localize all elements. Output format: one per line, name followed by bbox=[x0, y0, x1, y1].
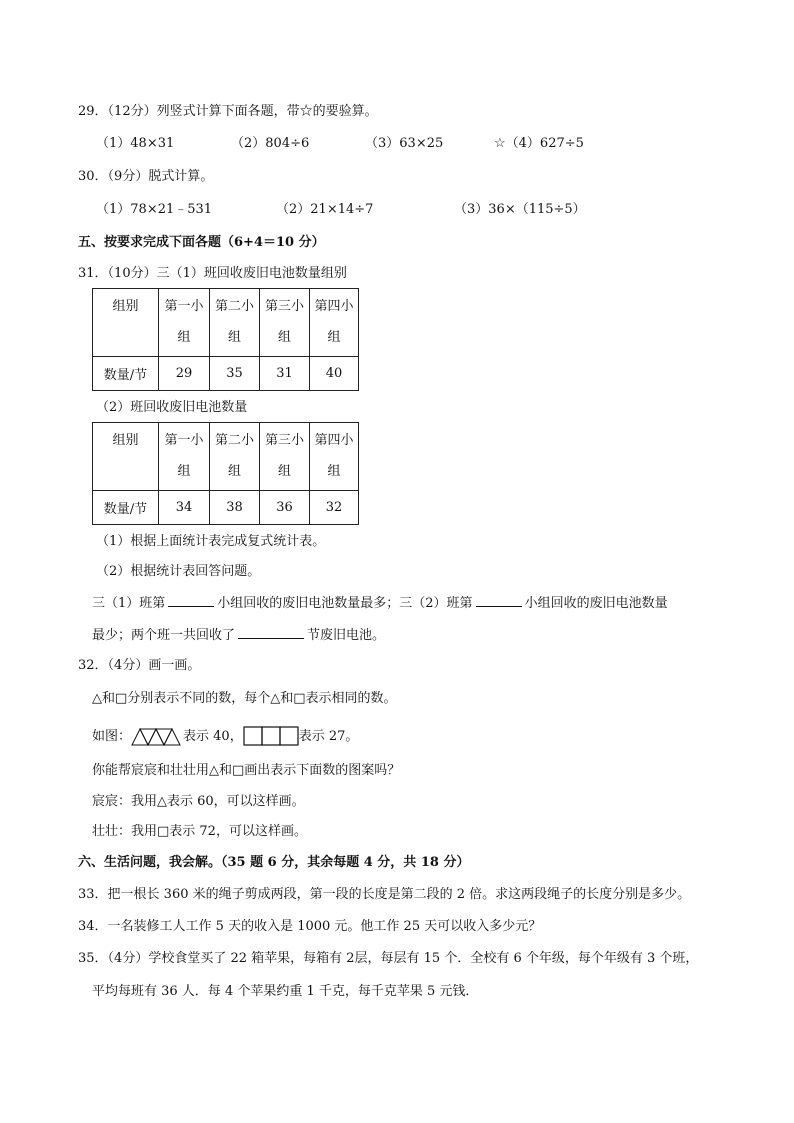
example-end: 表示 27。 bbox=[298, 729, 359, 744]
square-group-icon bbox=[243, 726, 299, 748]
q35-line-1: 35．（4分）学校食堂买了 22 箱苹果，每箱有 2层，每层有 15 个．全校有 6 个年级，每个年级有 3 个班， bbox=[78, 951, 699, 966]
table2-cell-g2: 38 bbox=[210, 491, 260, 525]
q32-title: 32．（4分）画一画。 bbox=[78, 658, 201, 673]
table1-header-g3: 第三小组 bbox=[260, 289, 310, 357]
q32-line-b: 壮壮：我用□表示 72，可以这样画。 bbox=[92, 824, 307, 839]
triangle-group-icon bbox=[131, 728, 183, 746]
table1-cell-g1: 29 bbox=[159, 357, 210, 391]
table1-cell-g4: 40 bbox=[310, 357, 359, 391]
q30-title: 30．（9分）脱式计算。 bbox=[78, 169, 214, 184]
fill-text-a: 三（1）班第 bbox=[92, 596, 166, 611]
q35-line-2: 平均每班有 36 人．每 4 个苹果约重 1 千克，每千克苹果 5 元钱． bbox=[92, 984, 479, 999]
fill-text-b: 小组回收的废旧电池数量最多；三（2）班第 bbox=[217, 596, 473, 611]
table2-cell-g3: 36 bbox=[260, 491, 310, 525]
q29-item-3: （3）63×25 bbox=[365, 136, 444, 151]
q30-item-2: （2）21×14÷7 bbox=[276, 202, 374, 217]
table2-header-g2: 第二小组 bbox=[210, 423, 260, 491]
q31-title: 31．（10分）三（1）班回收废旧电池数量组别 bbox=[78, 266, 347, 281]
table1-header-g4: 第四小组 bbox=[310, 289, 359, 357]
q31-sub-2: （2）根据统计表回答问题。 bbox=[96, 564, 261, 579]
battery-table-class-1 bbox=[92, 288, 359, 391]
answer-blank-1[interactable] bbox=[168, 594, 214, 607]
answer-blank-3[interactable] bbox=[238, 626, 304, 639]
table1-row-label: 数量/节 bbox=[93, 357, 159, 391]
battery-table-class-2 bbox=[92, 422, 359, 525]
table1-header-g1: 第一小组 bbox=[159, 289, 210, 357]
q31-sub-1: （1）根据上面统计表完成复式统计表。 bbox=[96, 534, 326, 549]
table2-header-g1: 第一小组 bbox=[159, 423, 210, 491]
table2-header-g4: 第四小组 bbox=[310, 423, 359, 491]
q32-question: 你能帮宸宸和壮壮用△和□画出表示下面数的图案吗？ bbox=[92, 763, 401, 778]
section-heading-5: 五、按要求完成下面各题（6+4＝10 分） bbox=[78, 235, 325, 250]
table1-cell-g3: 31 bbox=[260, 357, 310, 391]
q30-item-3: （3）36×（115÷5） bbox=[454, 202, 586, 217]
q32-line-a: 宸宸：我用△表示 60，可以这样画。 bbox=[92, 794, 305, 809]
fill-text-d: 最少；两个班一共回收了 bbox=[92, 628, 236, 643]
table1-cell-g2: 35 bbox=[210, 357, 260, 391]
q29-title: 29．（12分）列竖式计算下面各题，带☆的要验算。 bbox=[78, 104, 378, 119]
answer-blank-2[interactable] bbox=[476, 594, 522, 607]
example-mid: 表示 40， bbox=[183, 729, 243, 744]
q31-fill-line-1 bbox=[92, 594, 668, 613]
q29-item-1: （1）48×31 bbox=[96, 136, 175, 151]
table2-row-label: 数量/节 bbox=[93, 491, 159, 525]
table2-header-group: 组别 bbox=[93, 423, 159, 491]
table2-title: （2）班回收废旧电池数量 bbox=[96, 400, 248, 415]
table2-cell-g4: 32 bbox=[310, 491, 359, 525]
q32-desc: △和□分别表示不同的数，每个△和□表示相同的数。 bbox=[92, 691, 397, 706]
fill-text-c: 小组回收的废旧电池数量 bbox=[524, 596, 668, 611]
table2-header-g3: 第三小组 bbox=[260, 423, 310, 491]
q33-text: 33．把一根长 360 米的绳子剪成两段，第一段的长度是第二段的 2 倍。求这两段绳子的长度分别是多少。 bbox=[78, 887, 691, 902]
q30-item-1: （1）78×21﹣531 bbox=[96, 202, 213, 217]
section-heading-6: 六、生活问题，我会解。（35 题 6 分，其余每题 4 分，共 18 分） bbox=[78, 855, 470, 870]
q32-example bbox=[92, 724, 358, 750]
table2-cell-g1: 34 bbox=[159, 491, 210, 525]
q31-fill-line-2 bbox=[92, 626, 385, 645]
fill-text-e: 节废旧电池。 bbox=[307, 628, 386, 643]
q29-item-4: ☆（4）627÷5 bbox=[494, 136, 584, 151]
q29-item-2: （2）804÷6 bbox=[231, 136, 310, 151]
table1-header-group: 组别 bbox=[93, 289, 159, 357]
table1-header-g2: 第二小组 bbox=[210, 289, 260, 357]
q34-text: 34．一名装修工人工作 5 天的收入是 1000 元。他工作 25 天可以收入多少元？ bbox=[78, 919, 542, 934]
example-prefix: 如图： bbox=[92, 729, 132, 744]
